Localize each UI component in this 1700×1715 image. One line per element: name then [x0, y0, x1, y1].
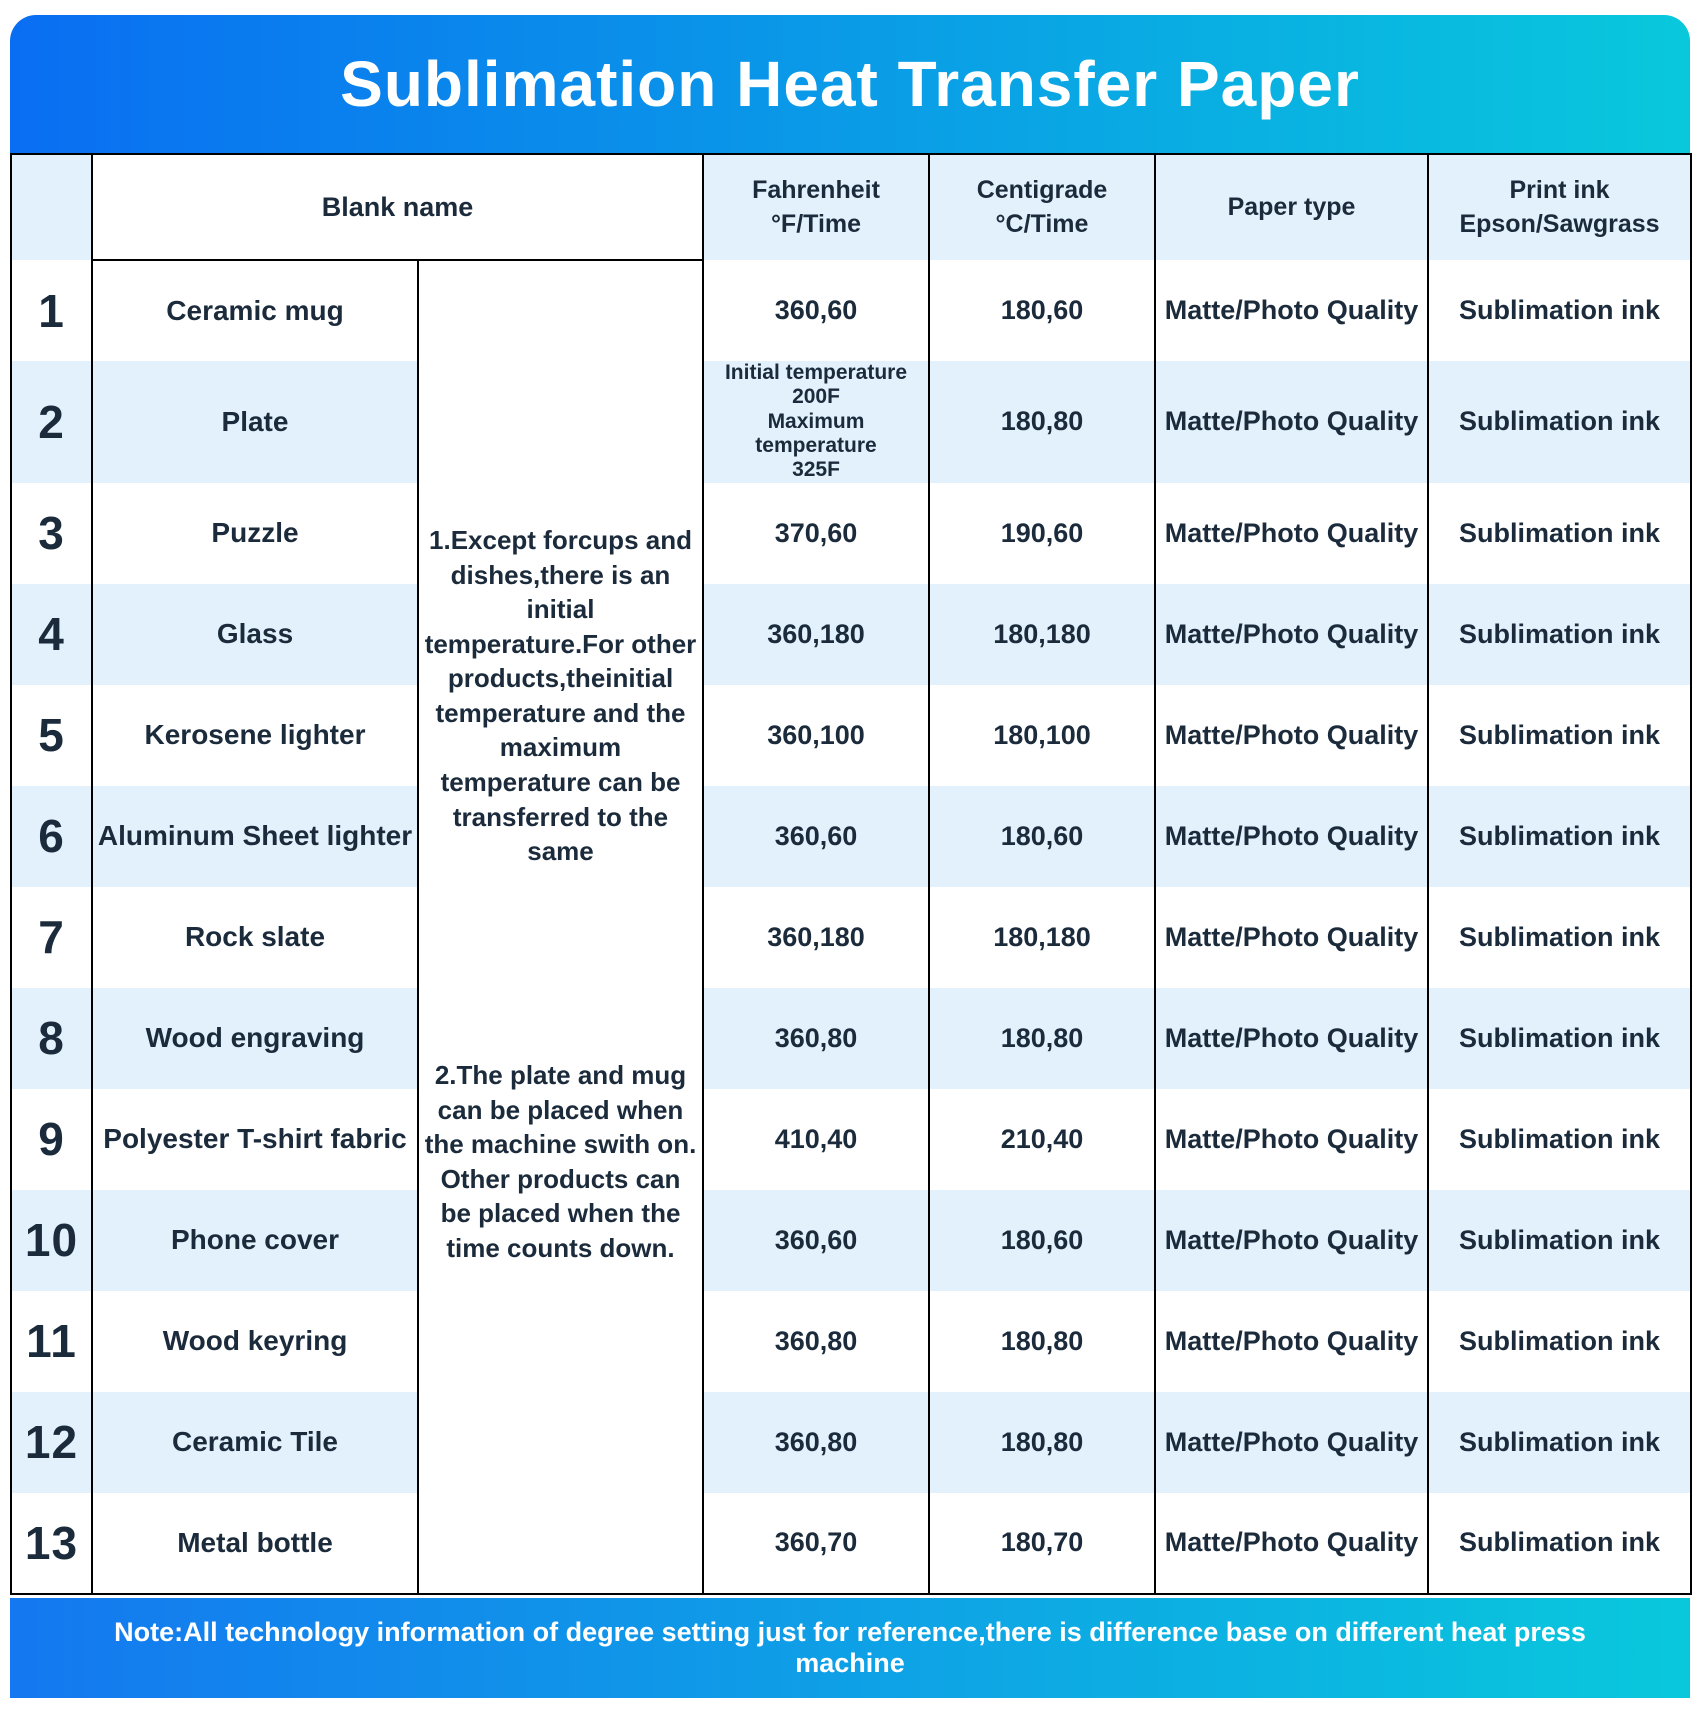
col-header-paper-type: Paper type [1155, 154, 1428, 260]
centigrade-cell: 180,80 [929, 1392, 1155, 1493]
fahrenheit-cell: 410,40 [703, 1089, 929, 1190]
row-number: 5 [11, 685, 92, 786]
print-ink-cell: Sublimation ink [1428, 685, 1691, 786]
paper-type-cell: Matte/Photo Quality [1155, 1392, 1428, 1493]
fahrenheit-cell [703, 361, 929, 483]
footer-note-banner [10, 1598, 1690, 1698]
row-number: 6 [11, 786, 92, 887]
centigrade-cell: 180,80 [929, 361, 1155, 483]
fahrenheit-cell: 360,100 [703, 685, 929, 786]
row-number: 11 [11, 1291, 92, 1392]
print-ink-cell: Sublimation ink [1428, 260, 1691, 361]
centigrade-cell: 180,100 [929, 685, 1155, 786]
blank-name-cell: Metal bottle [92, 1493, 418, 1594]
print-ink-cell: Sublimation ink [1428, 584, 1691, 685]
col-header-print-ink [1428, 154, 1691, 260]
row-number: 2 [11, 361, 92, 483]
centigrade-cell: 180,80 [929, 988, 1155, 1089]
paper-type-cell: Matte/Photo Quality [1155, 786, 1428, 887]
table-row [11, 786, 1691, 887]
paper-type-cell: Matte/Photo Quality [1155, 685, 1428, 786]
paper-type-cell: Matte/Photo Quality [1155, 1190, 1428, 1291]
blank-name-cell: Plate [92, 361, 418, 483]
blank-name-cell: Glass [92, 584, 418, 685]
fahrenheit-cell: 360,60 [703, 260, 929, 361]
table-row [11, 483, 1691, 584]
row-number: 10 [11, 1190, 92, 1291]
heat-settings-table [10, 153, 1692, 1595]
footer-note: Note:All technology information of degree setting just for reference,there is difference base on different heat press machine [114, 1616, 1586, 1678]
col-header-fahrenheit: Fahrenheit °F/Time [703, 154, 929, 260]
print-ink-label-line2: Epson/Sawgrass [1459, 209, 1660, 238]
fahrenheit-cell: 370,60 [703, 483, 929, 584]
paper-type-cell: Matte/Photo Quality [1155, 1291, 1428, 1392]
print-ink-cell: Sublimation ink [1428, 1291, 1691, 1392]
col-header-centigrade: Centigrade °C/Time [929, 154, 1155, 260]
page [10, 15, 1690, 1698]
fahrenheit-cell: 360,80 [703, 1291, 929, 1392]
fahrenheit-line: Maximum temperature [755, 409, 877, 458]
table-row [11, 685, 1691, 786]
fahrenheit-cell: 360,180 [703, 584, 929, 685]
centigrade-cell: 180,180 [929, 887, 1155, 988]
notes-cell [418, 260, 703, 1594]
note-paragraph-2: 2.The plate and mug can be placed when the machine swith on. Other products can be placed when the time counts down. [424, 1060, 697, 1263]
fahrenheit-cell: 360,60 [703, 1190, 929, 1291]
centigrade-cell: 190,60 [929, 483, 1155, 584]
paper-type-cell: Matte/Photo Quality [1155, 988, 1428, 1089]
blank-name-cell: Puzzle [92, 483, 418, 584]
paper-type-cell: Matte/Photo Quality [1155, 483, 1428, 584]
row-number: 8 [11, 988, 92, 1089]
col-header-blank-name: Blank name [92, 154, 703, 260]
paper-type-cell: Matte/Photo Quality [1155, 887, 1428, 988]
table-row [11, 260, 1691, 361]
fahrenheit-cell: 360,70 [703, 1493, 929, 1594]
paper-type-cell: Matte/Photo Quality [1155, 260, 1428, 361]
blank-name-cell: Rock slate [92, 887, 418, 988]
paper-type-cell: Matte/Photo Quality [1155, 1089, 1428, 1190]
table-row [11, 584, 1691, 685]
col-header-index [11, 154, 92, 260]
fahrenheit-line: 325F [792, 458, 840, 482]
blank-name-cell: Polyester T-shirt fabric [92, 1089, 418, 1190]
row-number: 12 [11, 1392, 92, 1493]
note-paragraph-1: 1.Except forcups and dishes,there is an initial temperature.For other products,theinitial temperature and the maximum temperature can be transferred to the same [424, 525, 697, 867]
blank-name-cell: Wood keyring [92, 1291, 418, 1392]
fahrenheit-cell: 360,80 [703, 988, 929, 1089]
row-number: 13 [11, 1493, 92, 1594]
centigrade-cell: 180,60 [929, 1190, 1155, 1291]
table-row [11, 1089, 1691, 1190]
paper-type-cell: Matte/Photo Quality [1155, 361, 1428, 483]
table-row [11, 988, 1691, 1089]
table-row [11, 361, 1691, 483]
blank-name-cell: Phone cover [92, 1190, 418, 1291]
centigrade-cell: 180,60 [929, 260, 1155, 361]
fahrenheit-line: Initial temperature [724, 361, 908, 384]
blank-name-cell: Aluminum Sheet lighter [92, 786, 418, 887]
fahrenheit-line: 200F [792, 385, 840, 409]
print-ink-cell: Sublimation ink [1428, 1493, 1691, 1594]
table-row [11, 887, 1691, 988]
table-row [11, 1392, 1691, 1493]
print-ink-cell: Sublimation ink [1428, 786, 1691, 887]
row-number: 4 [11, 584, 92, 685]
row-number: 1 [11, 260, 92, 361]
title-banner [10, 15, 1690, 153]
centigrade-cell: 180,70 [929, 1493, 1155, 1594]
fahrenheit-cell: 360,80 [703, 1392, 929, 1493]
row-number: 3 [11, 483, 92, 584]
centigrade-cell: 180,180 [929, 584, 1155, 685]
header-row [11, 154, 1691, 260]
blank-name-cell: Kerosene lighter [92, 685, 418, 786]
table-row [11, 1190, 1691, 1291]
row-number: 7 [11, 887, 92, 988]
blank-name-cell: Ceramic mug [92, 260, 418, 361]
centigrade-cell: 210,40 [929, 1089, 1155, 1190]
print-ink-cell: Sublimation ink [1428, 483, 1691, 584]
fahrenheit-cell: 360,60 [703, 786, 929, 887]
print-ink-cell: Sublimation ink [1428, 361, 1691, 483]
print-ink-cell: Sublimation ink [1428, 1190, 1691, 1291]
blank-name-cell: Wood engraving [92, 988, 418, 1089]
print-ink-cell: Sublimation ink [1428, 1392, 1691, 1493]
print-ink-cell: Sublimation ink [1428, 988, 1691, 1089]
centigrade-cell: 180,60 [929, 786, 1155, 887]
blank-name-cell: Ceramic Tile [92, 1392, 418, 1493]
centigrade-cell: 180,80 [929, 1291, 1155, 1392]
print-ink-label-line1: Print ink [1509, 175, 1610, 204]
table-row [11, 1493, 1691, 1594]
fahrenheit-cell: 360,180 [703, 887, 929, 988]
paper-type-cell: Matte/Photo Quality [1155, 1493, 1428, 1594]
page-title: Sublimation Heat Transfer Paper [340, 48, 1360, 120]
print-ink-cell: Sublimation ink [1428, 887, 1691, 988]
row-number: 9 [11, 1089, 92, 1190]
paper-type-cell: Matte/Photo Quality [1155, 584, 1428, 685]
print-ink-cell: Sublimation ink [1428, 1089, 1691, 1190]
table-row [11, 1291, 1691, 1392]
